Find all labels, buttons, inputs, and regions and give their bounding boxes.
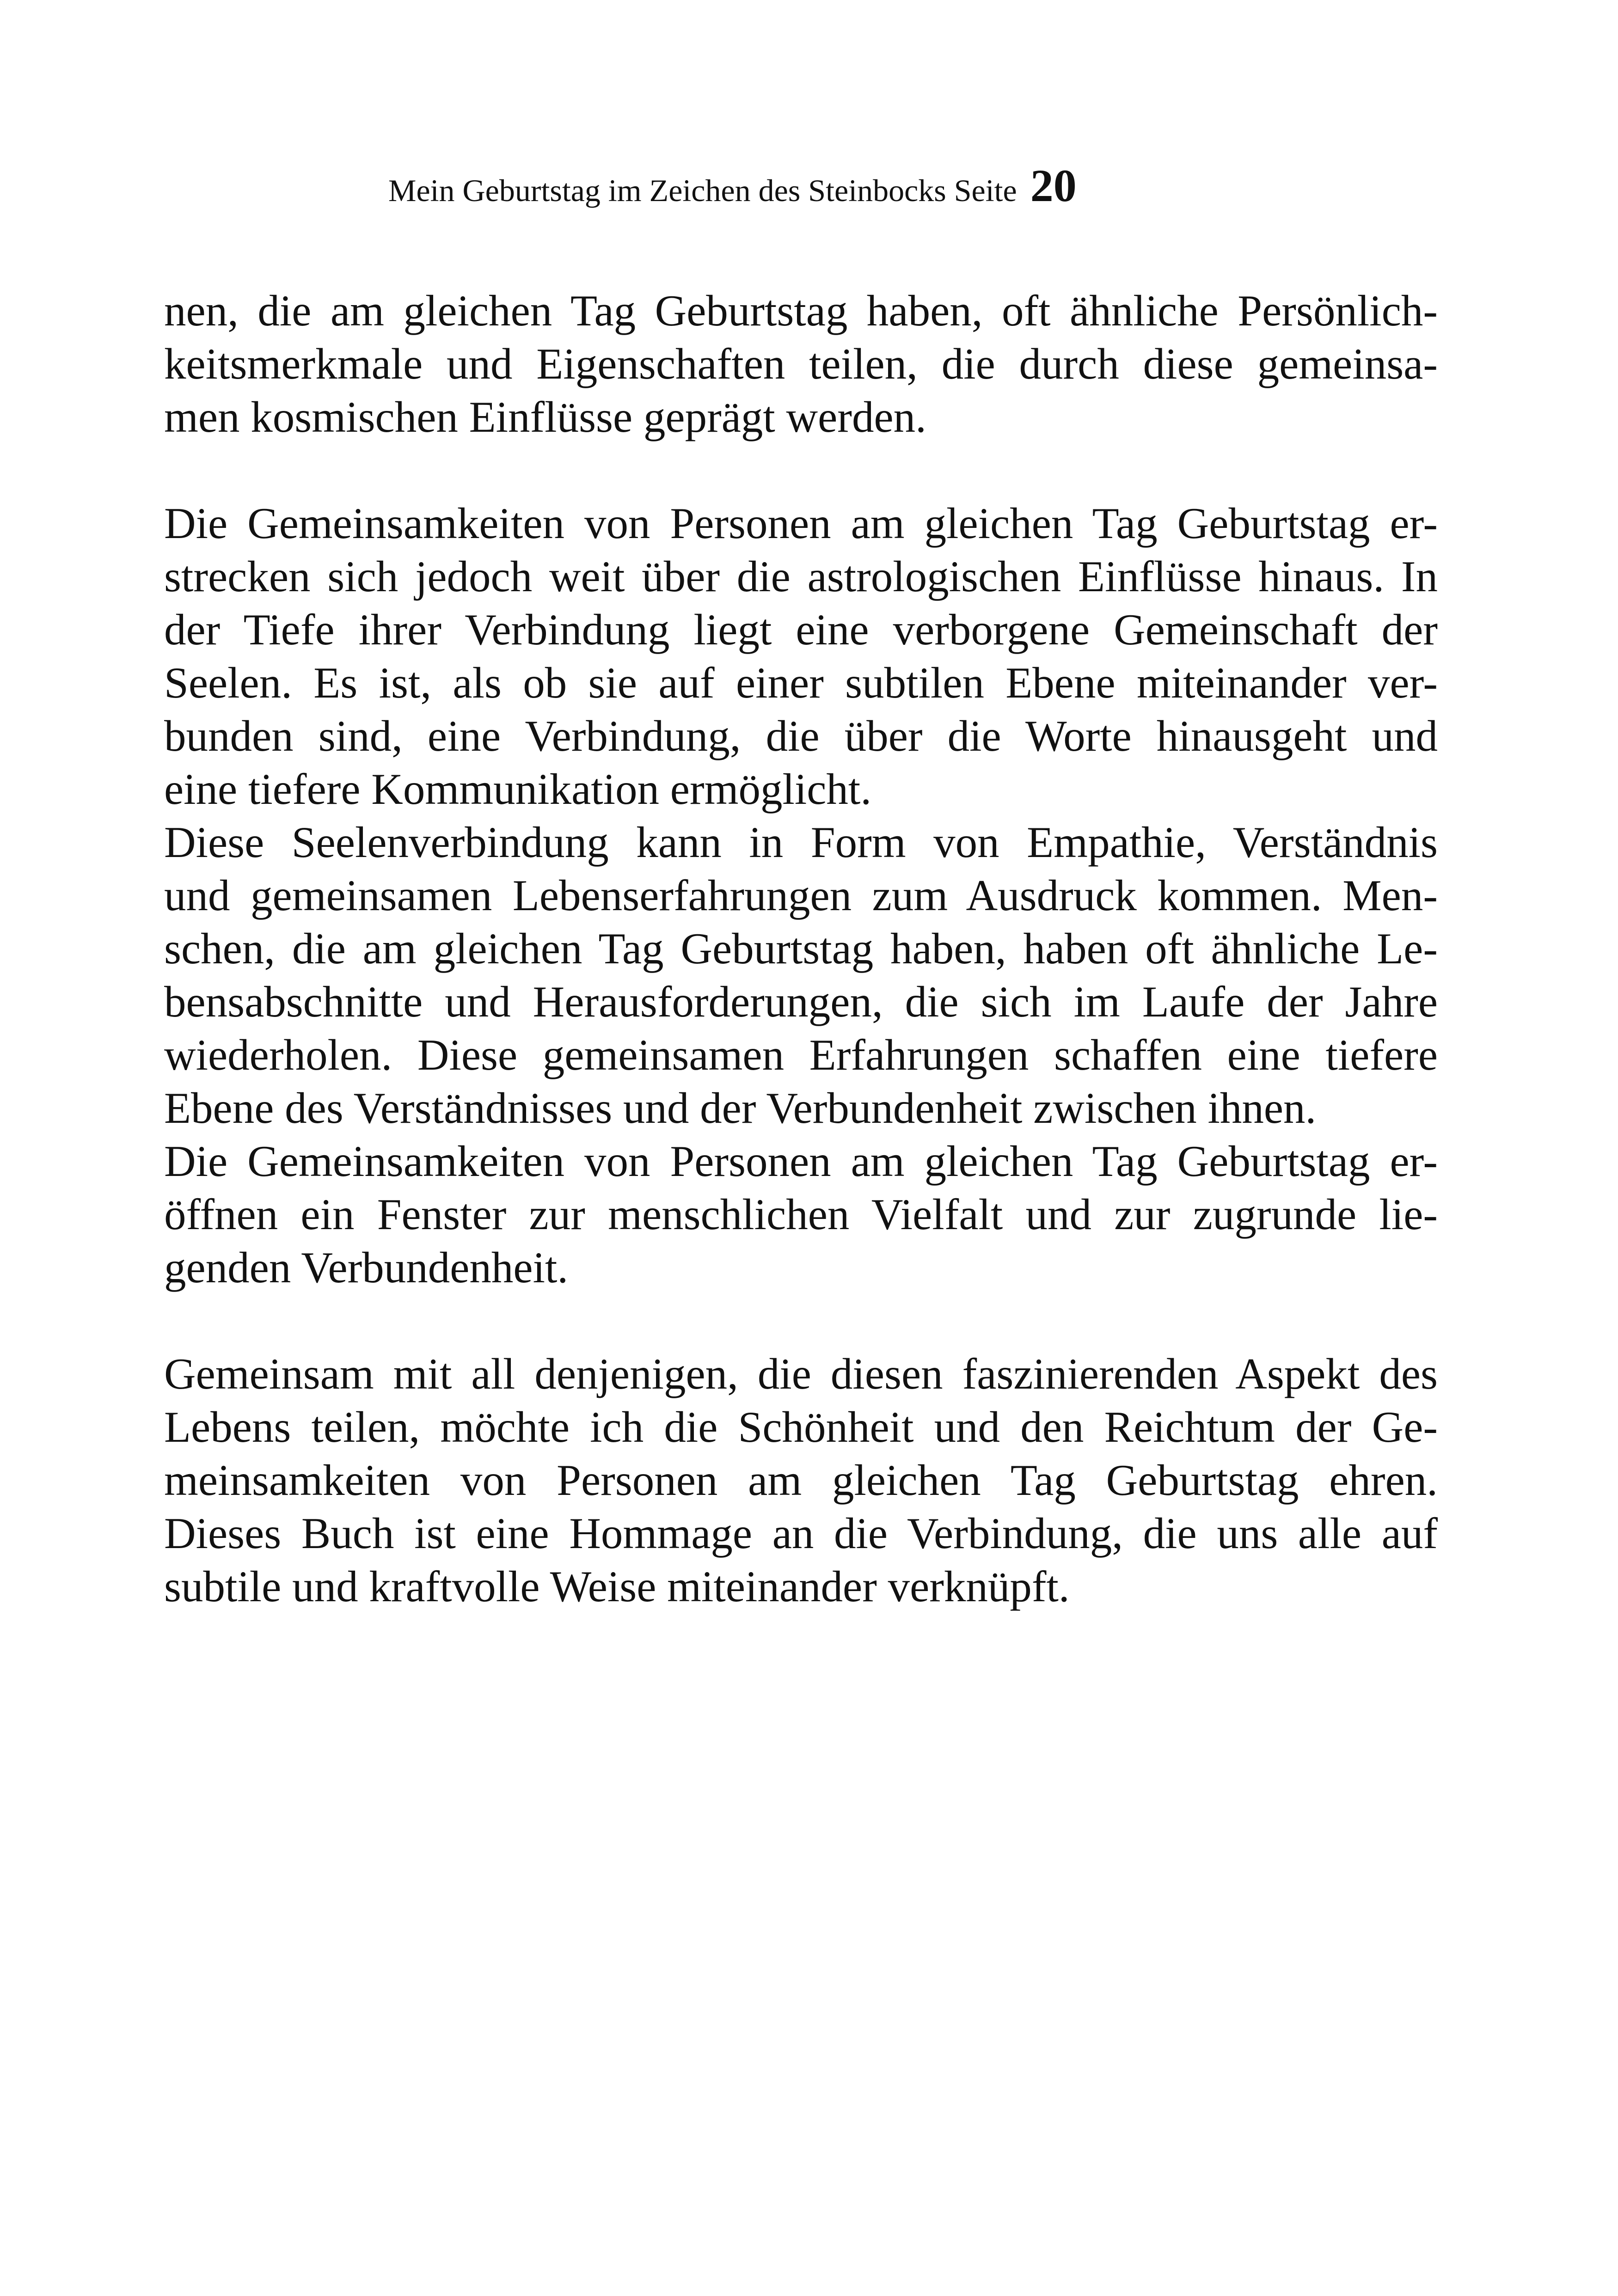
paragraph-gap (164, 444, 1438, 497)
text-line: Gemeinsam mit all denjenigen, die diesen faszinierenden Aspekt des (164, 1349, 1438, 1398)
text-line: subtile und kraftvolle Weise miteinander verknüpft. (164, 1562, 1070, 1611)
page-label: Seite (954, 173, 1017, 208)
text-line: wiederholen. Diese gemeinsamen Erfahrungen schaffen eine tiefere (164, 1030, 1438, 1079)
paragraph (164, 816, 1438, 1135)
text-line: genden Verbundenheit. (164, 1243, 569, 1292)
paragraph (164, 284, 1438, 444)
paragraph (164, 497, 1438, 816)
text-line: der Tiefe ihrer Verbindung liegt eine verborgene Gemeinschaft der (164, 605, 1438, 654)
paragraph-gap (164, 1294, 1438, 1347)
text-line: Die Gemeinsamkeiten von Personen am gleichen Tag Geburtstag er- (164, 499, 1438, 548)
running-header (388, 160, 1077, 214)
text-line: men kosmischen Einflüsse geprägt werden. (164, 392, 926, 441)
text-line: strecken sich jedoch weit über die astrologischen Einflüsse hinaus. In (164, 552, 1438, 601)
paragraph (164, 1135, 1438, 1294)
text-line: eine tiefere Kommunikation ermöglicht. (164, 765, 872, 814)
text-line: Dieses Buch ist eine Hommage an die Verbindung, die uns alle auf (164, 1509, 1438, 1558)
text-line: Diese Seelenverbindung kann in Form von Empathie, Verständnis (164, 818, 1438, 867)
text-line: keitsmerkmale und Eigenschaften teilen, die durch diese gemeinsa- (164, 339, 1438, 388)
text-line: Seelen. Es ist, als ob sie auf einer subtilen Ebene miteinander ver- (164, 658, 1438, 707)
paragraph (164, 1347, 1438, 1613)
text-line: Die Gemeinsamkeiten von Personen am gleichen Tag Geburtstag er- (164, 1137, 1438, 1186)
text-line: schen, die am gleichen Tag Geburtstag haben, haben oft ähnliche Le- (164, 924, 1438, 973)
running-title: Mein Geburtstag im Zeichen des Steinbocks (388, 173, 946, 208)
text-line: meinsamkeiten von Personen am gleichen Tag Geburtstag ehren. (164, 1456, 1438, 1505)
text-line: Lebens teilen, möchte ich die Schönheit und den Reichtum der Ge- (164, 1402, 1438, 1451)
text-line: und gemeinsamen Lebenserfahrungen zum Ausdruck kommen. Men- (164, 871, 1438, 920)
text-line: bunden sind, eine Verbindung, die über die Worte hinausgeht und (164, 711, 1438, 760)
body-text (164, 284, 1438, 1613)
text-line: öffnen ein Fenster zur menschlichen Vielfalt und zur zugrunde lie- (164, 1190, 1438, 1239)
text-line: nen, die am gleichen Tag Geburtstag haben, oft ähnliche Persönlich- (164, 286, 1438, 335)
text-line: Ebene des Verständnisses und der Verbundenheit zwischen ihnen. (164, 1084, 1317, 1133)
page-number: 20 (1030, 160, 1077, 211)
text-line: bensabschnitte und Herausforderungen, die sich im Laufe der Jahre (164, 977, 1438, 1026)
